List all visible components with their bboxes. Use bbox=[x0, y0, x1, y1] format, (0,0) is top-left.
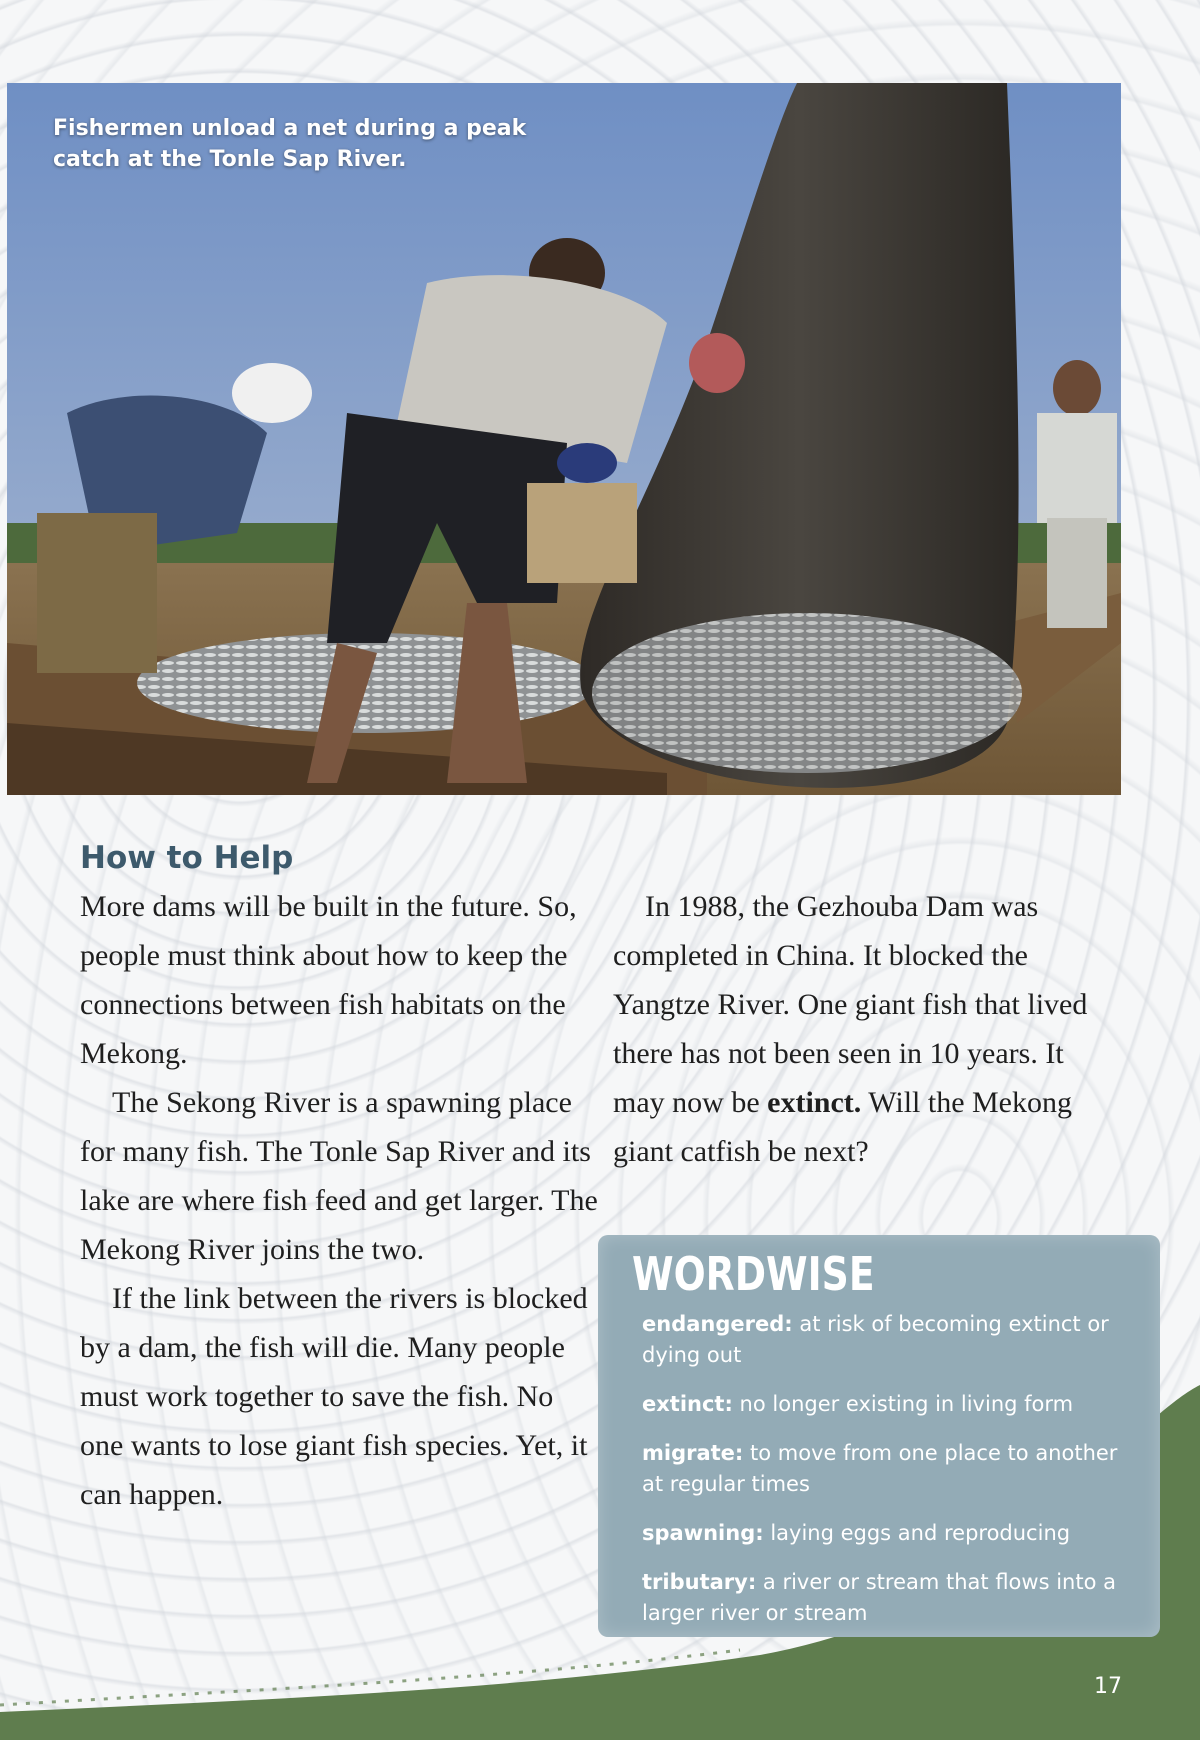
glossary-definition: laying eggs and reproducing bbox=[763, 1521, 1071, 1545]
glossary-term: spawning: bbox=[642, 1521, 764, 1545]
paragraph-text: Will the Mekong giant catfish be next? bbox=[613, 1086, 1072, 1168]
fishermen-photo bbox=[7, 83, 1121, 795]
glossary-term: tributary: bbox=[642, 1570, 757, 1594]
vocabulary-word: extinct. bbox=[767, 1086, 862, 1119]
photo-illustration bbox=[7, 83, 1121, 795]
paragraph bbox=[613, 882, 1113, 1176]
glossary-entry bbox=[642, 1389, 1142, 1420]
glossary-term: migrate: bbox=[642, 1441, 744, 1465]
paragraph: More dams will be built in the future. So, people must think about how to keep the connections between fish habitats on the Mekong. bbox=[80, 890, 577, 1070]
glossary-term: extinct: bbox=[642, 1392, 733, 1416]
glossary-definition: a river or stream that flows into a larger river or stream bbox=[642, 1570, 1116, 1625]
wordwise-box bbox=[598, 1235, 1160, 1637]
paragraph: If the link between the rivers is blocked by a dam, the fish will die. Many people must work together to save the fish. No one wants to lose giant fish species. Yet, it can happen. bbox=[80, 1282, 588, 1511]
page-number: 17 bbox=[1094, 1674, 1122, 1699]
paragraph-text: In 1988, the Gezhouba Dam was completed in China. It blocked the Yangtze River. One giant fish that lived there has not been seen in 10 years. It may now be bbox=[613, 890, 1088, 1119]
glossary-entry bbox=[642, 1567, 1142, 1629]
glossary-definition: at risk of becoming extinct or dying out bbox=[642, 1312, 1109, 1367]
wordwise-title: WORDWISE bbox=[632, 1247, 875, 1301]
paragraph: The Sekong River is a spawning place for many fish. The Tonle Sap River and its lake are where fish feed and get larger. The Mekong River joins the two. bbox=[80, 1086, 598, 1266]
glossary-entry bbox=[642, 1438, 1142, 1500]
left-text-column bbox=[80, 836, 600, 1519]
glossary-term: endangered: bbox=[642, 1312, 793, 1336]
glossary-definition: no longer existing in living form bbox=[732, 1392, 1074, 1416]
glossary-list bbox=[642, 1309, 1142, 1647]
glossary-entry bbox=[642, 1309, 1142, 1371]
glossary-definition: to move from one place to another at regular times bbox=[642, 1441, 1118, 1496]
section-heading: How to Help bbox=[80, 840, 294, 876]
photo-caption: Fishermen unload a net during a peak catch at the Tonle Sap River. bbox=[53, 116, 527, 172]
glossary-entry bbox=[642, 1518, 1142, 1549]
right-text-column bbox=[613, 882, 1113, 1176]
